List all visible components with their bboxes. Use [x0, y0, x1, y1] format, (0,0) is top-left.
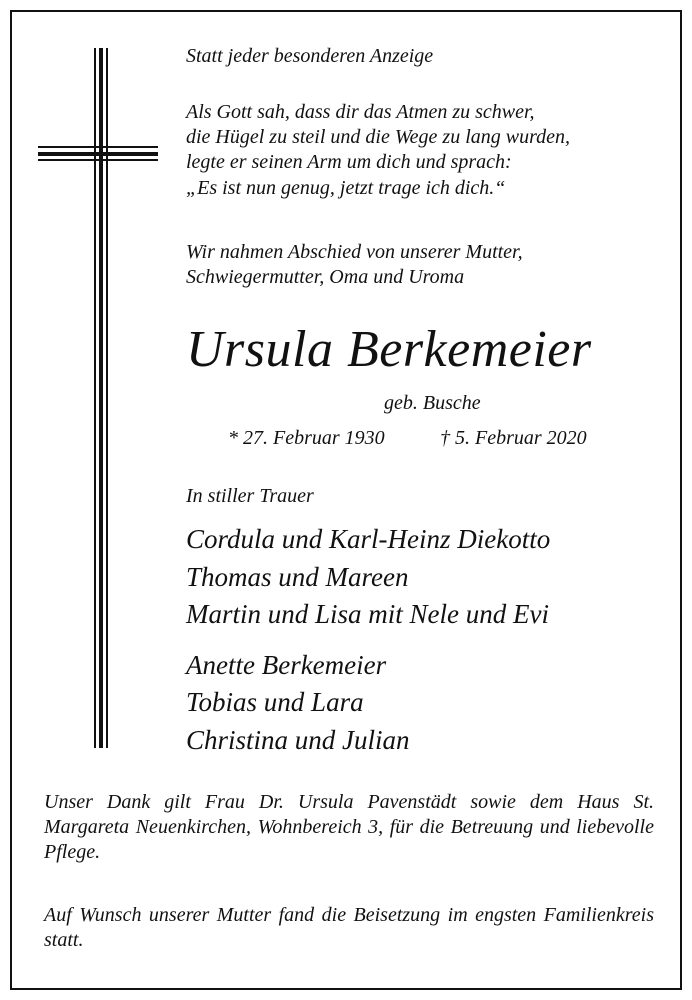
christian-cross-icon [38, 48, 158, 748]
thanks-paragraph: Unser Dank gilt Frau Dr. Ursula Pavenstädt sowie dem Haus St. Margareta Neuenkirchen, Wohnbereich 3, für die Betreuung und liebevolle Pflege. [44, 791, 654, 863]
birth-date: * 27. Februar 1930 [228, 427, 385, 449]
family-member: Martin und Lisa mit Nele und Evi [186, 599, 549, 629]
family-member: Christina und Julian [186, 725, 410, 755]
family-member: Cordula und Karl-Heinz Diekotto [186, 524, 551, 554]
family-member: Thomas und Mareen [186, 562, 409, 592]
mourning-label: In stiller Trauer [186, 485, 314, 507]
poem-line: „Es ist nun genug, jetzt trage ich dich.“ [186, 177, 506, 199]
deceased-name: Ursula Berkemeier [186, 321, 592, 378]
poem-line: die Hügel zu steil und die Wege zu lang wurden, [186, 126, 571, 148]
burial-note: Auf Wunsch unserer Mutter fand die Beisetzung im engsten Familienkreis statt. [44, 904, 654, 951]
death-date: † 5. Februar 2020 [440, 427, 587, 449]
family-member: Anette Berkemeier [186, 650, 387, 680]
notice-header: Statt jeder besonderen Anzeige [186, 45, 434, 67]
farewell-line: Schwiegermutter, Oma und Uroma [186, 266, 465, 288]
poem-line: legte er seinen Arm um dich und sprach: [186, 151, 512, 173]
poem-line: Als Gott sah, dass dir das Atmen zu schwer, [186, 101, 535, 123]
maiden-name: geb. Busche [384, 392, 481, 414]
farewell-line: Wir nahmen Abschied von unserer Mutter, [186, 241, 523, 263]
family-member: Tobias und Lara [186, 687, 364, 717]
